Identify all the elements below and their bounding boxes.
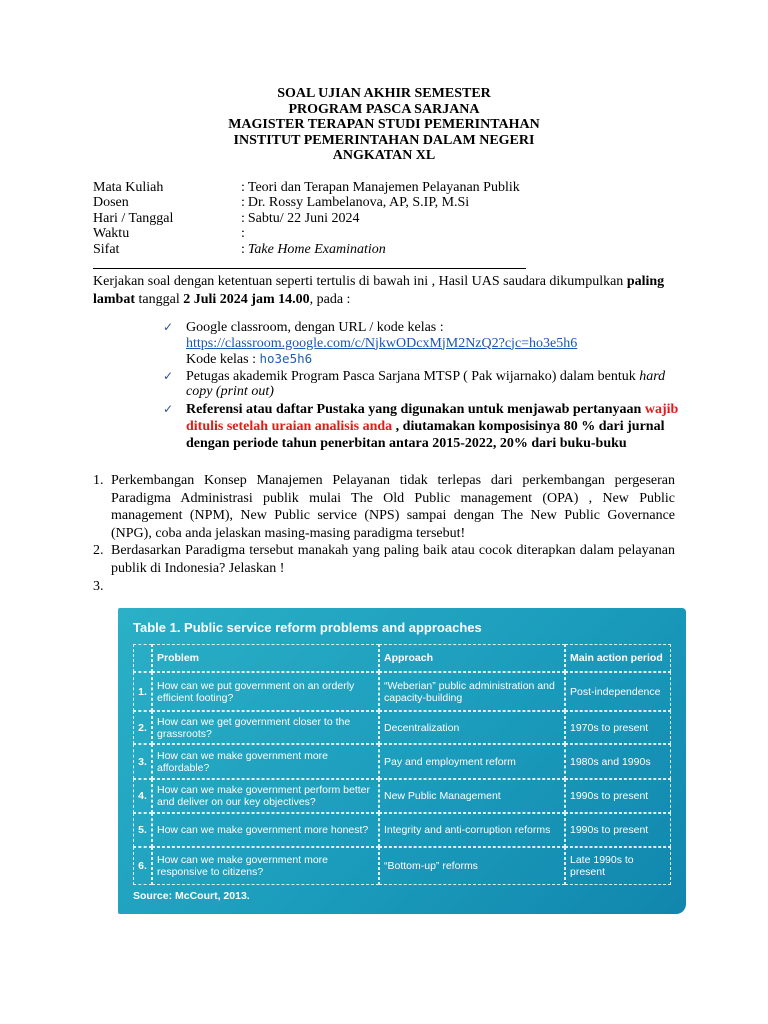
checkmark-icon: ✓ [163, 320, 174, 334]
row-number: 6. [133, 847, 152, 885]
title-line: SOAL UJIAN AKHIR SEMESTER [277, 86, 491, 101]
checklist-bold: Referensi atau daftar Pustaka yang digunakan untuk menjawab pertanyaan [186, 401, 645, 417]
period-cell: Post-independence [565, 672, 671, 711]
meta-row-lecturer [93, 195, 520, 210]
table-header-cell [133, 644, 152, 672]
meta-label: Dosen [93, 195, 129, 211]
reform-table [133, 644, 671, 885]
problem-cell: How can we get government closer to the grassroots? [152, 711, 379, 744]
title-line: PROGRAM PASCA SARJANA [288, 101, 480, 117]
row-number: 5. [133, 813, 152, 847]
meta-value: Sabtu/ 22 Juni 2024 [247, 210, 360, 226]
row-number: 1. [133, 672, 152, 711]
meta-row-course [93, 180, 520, 195]
meta-value-wrap [241, 211, 360, 226]
exam-title-block [0, 86, 768, 164]
checklist-text: Petugas akademik Program Pasca Sarjana MTSP ( Pak wijarnako) dalam bentuk [186, 368, 640, 384]
table-header-cell: Main action period [565, 644, 671, 672]
horizontal-rule [93, 268, 526, 269]
meta-value: Teori dan Terapan Manajemen Pelayanan Publik [247, 180, 520, 195]
approach-cell: Pay and employment reform [379, 744, 565, 779]
approach-cell: New Public Management [379, 779, 565, 813]
meta-separator: : [241, 241, 245, 257]
instruction-text: tanggal [135, 292, 184, 307]
row-number: 3. [133, 744, 152, 779]
meta-value: Take Home Examination [247, 241, 386, 257]
period-cell: 1990s to present [565, 813, 671, 847]
meta-separator: : [241, 210, 245, 226]
title-line: MAGISTER TERAPAN STUDI PEMERINTAHAN [228, 117, 540, 133]
meta-separator: : [241, 180, 245, 195]
instruction-text: , pada : [309, 292, 351, 307]
checkmark-icon: ✓ [163, 368, 174, 383]
question-number: 2. [93, 543, 104, 559]
meta-value: Dr. Rossy Lambelanova, AP, S.IP, M.Si [247, 195, 470, 211]
approach-cell: “Weberian” public administration and capacity-building [379, 672, 565, 711]
problem-cell: How can we put government on an orderly efficient footing? [152, 672, 379, 711]
checklist-bold: , diutamakan komposisinya 80 % dari jurnal dengan periode tahun penerbitan antara 2015-2022, 20% dari buku-buku [186, 418, 665, 451]
title-line: ANGKATAN XL [332, 148, 436, 164]
checklist-item [163, 369, 683, 400]
reform-table-figure [118, 608, 686, 914]
question-text: Perkembangan Konsep Manajemen Pelayanan tidak terlepas dari perkembangan pergeseran Paradigma Administrasi publik mulai The Old Public management (OPA) , New Public management (NPM), New Public service (NPS) sampai dengan The New Public Governance (NPG), coba anda jelaskan masing-masing paradigma tersebut! [111, 473, 675, 541]
meta-label: Waktu [93, 226, 130, 242]
period-cell: Late 1990s to present [565, 847, 671, 885]
table-header-cell: Approach [379, 644, 565, 672]
checklist-text: Google classroom, dengan URL / kode kelas : [186, 320, 444, 335]
meta-separator: : [241, 195, 245, 211]
figure-source: Source: McCourt, 2013. [133, 890, 250, 902]
question-item [93, 472, 675, 542]
meta-value-wrap [241, 242, 386, 257]
meta-row-time [93, 226, 520, 241]
checklist-item [163, 320, 683, 368]
question-number: 3. [93, 578, 104, 594]
row-number: 2. [133, 711, 152, 744]
meta-row-date [93, 211, 520, 226]
classroom-link[interactable]: https://classroom.google.com/c/NjkwODcxMjM2NzQ2?cjc=ho3e5h6 [186, 335, 578, 351]
checklist-italic: hard copy (print out) [186, 368, 666, 400]
problem-cell: How can we make government more responsive to citizens? [152, 847, 379, 885]
exam-meta-table [93, 180, 520, 257]
submission-checklist [163, 320, 683, 453]
period-cell: 1970s to present [565, 711, 671, 744]
table-header-cell: Problem [152, 644, 379, 672]
problem-cell: How can we make government more affordable? [152, 744, 379, 779]
question-number: 1. [93, 473, 104, 488]
meta-label: Hari / Tanggal [93, 210, 174, 226]
instruction-text: Kerjakan soal dengan ketentuan seperti tertulis di bawah ini , Hasil UAS saudara dikumpulkan [93, 274, 627, 289]
meta-separator: : [241, 226, 245, 242]
instruction-bold: paling lambat [93, 274, 665, 307]
checklist-item [163, 401, 683, 452]
problem-cell: How can we make government more honest? [152, 813, 379, 847]
class-code-line [186, 351, 683, 368]
meta-value-wrap [241, 195, 469, 210]
problem-cell: How can we make government perform better and deliver on our key objectives? [152, 779, 379, 813]
period-cell: 1980s and 1990s [565, 744, 671, 779]
approach-cell: Integrity and anti-corruption reforms [379, 813, 565, 847]
question-list [93, 472, 675, 595]
question-item [93, 542, 675, 577]
meta-value-wrap [241, 180, 520, 195]
title-line: INSTITUT PEMERINTAHAN DALAM NEGERI [233, 132, 535, 148]
approach-cell: “Bottom-up” reforms [379, 847, 565, 885]
class-code: ho3e5h6 [259, 351, 313, 367]
meta-label: Mata Kuliah [93, 180, 164, 195]
meta-row-type [93, 242, 520, 257]
meta-label: Sifat [93, 241, 120, 257]
figure-title: Table 1. Public service reform problems and approaches [133, 620, 482, 635]
deadline-text: 2 Juli 2024 jam 14.00 [183, 292, 310, 307]
row-number: 4. [133, 779, 152, 813]
class-code-label: Kode kelas : [186, 352, 260, 368]
question-text: Berdasarkan Paradigma tersebut manakah yang paling baik atau cocok diterapkan dalam pelayanan publik di Indonesia? Jelaskan ! [111, 543, 675, 576]
approach-cell: Decentralization [379, 711, 565, 744]
instruction-paragraph [93, 273, 678, 309]
meta-value-wrap [241, 226, 248, 241]
checklist-red: wajib ditulis setelah uraian analisis anda [186, 401, 679, 434]
checkmark-icon: ✓ [163, 401, 174, 416]
question-item [93, 578, 675, 596]
period-cell: 1990s to present [565, 779, 671, 813]
